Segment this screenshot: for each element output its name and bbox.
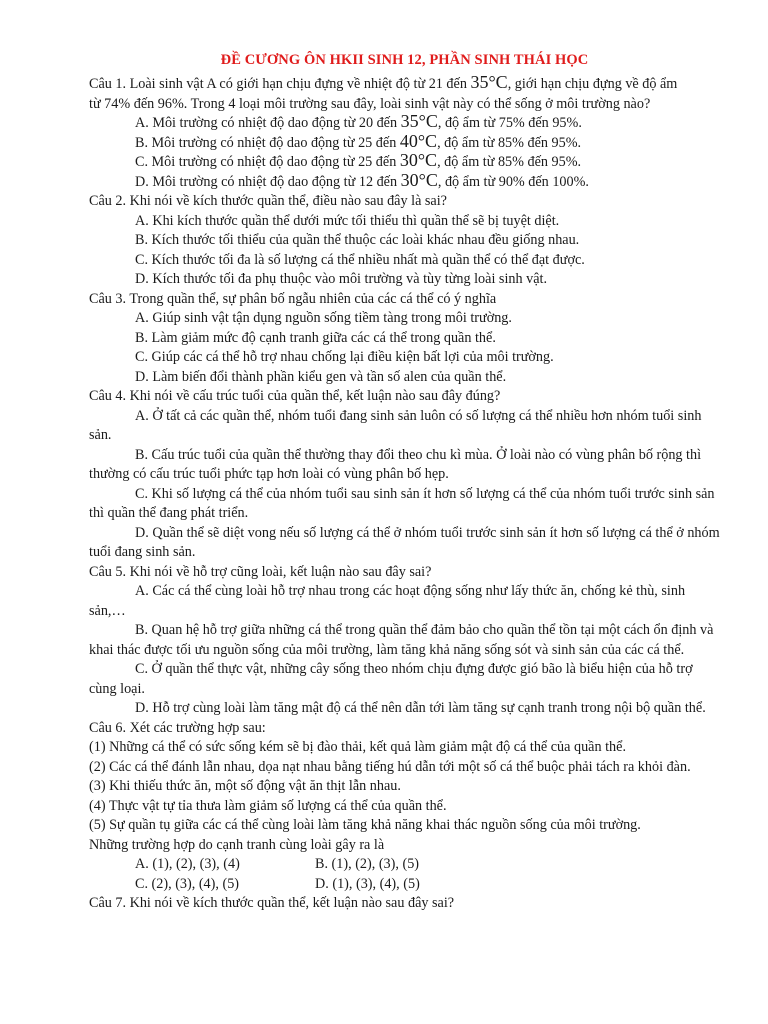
q3-option-b: B. Làm giảm mức độ cạnh tranh giữa các cá thể trong quần thể.	[135, 329, 496, 346]
document-title: ĐỀ CƯƠNG ÔN HKII SINH 12, PHẦN SINH THÁI HỌC	[220, 52, 589, 68]
q1-option-d: D. Môi trường có nhiệt độ dao động từ 12 đến 30°C, độ ẩm từ 90% đến 100%.	[135, 169, 589, 190]
q5-stem: Câu 5. Khi nói về hỗ trợ cũng loài, kết luận nào sau đây sai?	[89, 563, 432, 580]
temperature-value: 35°C	[470, 72, 508, 92]
q3-option-c: C. Giúp các cá thể hỗ trợ nhau chống lại điều kiện bất lợi của môi trường.	[135, 349, 554, 365]
q6-question: Những trường hợp do cạnh tranh cùng loài gây ra là	[89, 836, 385, 853]
q2-option-a: A. Khi kích thước quần thể dưới mức tối thiểu thì quần thể sẽ bị tuyệt diệt.	[135, 212, 560, 229]
q6-case-4: (4) Thực vật tự tỉa thưa làm giảm số lượng cá thể của quần thể.	[89, 797, 447, 814]
q5-option-d: D. Hỗ trợ cùng loài làm tăng mật độ cá thể nên dẫn tới làm tăng sự cạnh tranh trong nội bộ quần thể.	[135, 700, 706, 716]
q2-option-b: B. Kích thước tối thiểu của quần thể thuộc các loài khác nhau đều giống nhau.	[135, 232, 580, 248]
q6-option-d: D. (1), (3), (4), (5)	[315, 875, 420, 892]
q6-case-5: (5) Sự quần tụ giữa các cá thể cùng loài làm tăng khả năng khai thác nguồn sống của môi trường.	[89, 817, 641, 833]
q4-option-c: C. Khi số lượng cá thể của nhóm tuổi sau sinh sản ít hơn số lượng cá thể của nhóm tuổi trước sinh sản thì quần thể đang phát triển.	[89, 485, 715, 521]
q3-stem: Câu 3. Trong quần thể, sự phân bố ngẫu nhiên của các cá thể có ý nghĩa	[89, 290, 497, 307]
q4-option-b: B. Cấu trúc tuổi của quần thể thường thay đổi theo chu kì mùa. Ở loài nào có vùng phân bố rộng thì thường có cấu trúc tuổi phức tạp hơn loài có vùng phân bố hẹp.	[89, 446, 702, 482]
q2-option-c: C. Kích thước tối đa là số lượng cá thể nhiều nhất mà quần thể có thể đạt được.	[135, 251, 585, 268]
q7-stem: Câu 7. Khi nói về kích thước quần thể, kết luận nào sau đây sai?	[89, 895, 455, 911]
q6-option-b: B. (1), (2), (3), (5)	[315, 856, 420, 872]
q2-option-d: D. Kích thước tối đa phụ thuộc vào môi trường và tùy từng loài sinh vật.	[135, 271, 548, 287]
q5-option-a: A. Các cá thể cùng loài hỗ trợ nhau trong các hoạt động sống như lấy thức ăn, chống kẻ thù, sinh sản,…	[89, 583, 686, 619]
q1-stem-line2: từ 74% đến 96%. Trong 4 loại môi trường sau đây, loài sinh vật này có thể sống ở môi trường nào?	[89, 95, 651, 112]
q6-case-3: (3) Khi thiếu thức ăn, một số động vật ăn thịt lẫn nhau.	[89, 778, 401, 794]
q6-options	[89, 855, 720, 894]
q6-case-2: (2) Các cá thể đánh lẫn nhau, dọa nạt nhau bằng tiếng hú dẫn tới một số cá thể buộc phải tách ra khỏi đàn.	[89, 758, 691, 775]
q5-option-b: B. Quan hệ hỗ trợ giữa những cá thể trong quần thể đảm bảo cho quần thể tồn tại một cách ổn định và khai thác được tối ưu nguồn sống của môi trường, làm tăng khả năng sống sót và sinh sản của các cá thể.	[89, 622, 714, 658]
q4-option-a: A. Ở tất cả các quần thể, nhóm tuổi đang sinh sản luôn có số lượng cá thể nhiều hơn nhóm tuổi sinh sản.	[89, 407, 702, 443]
q3-option-d: D. Làm biến đổi thành phần kiểu gen và tần số alen của quần thể.	[135, 368, 507, 385]
q4-stem: Câu 4. Khi nói về cấu trúc tuổi của quần thể, kết luận nào sau đây đúng?	[89, 388, 501, 404]
q3-option-a: A. Giúp sinh vật tận dụng nguồn sống tiềm tàng trong môi trường.	[135, 310, 512, 326]
q6-option-c: C. (2), (3), (4), (5)	[135, 875, 240, 892]
q1-option-b: B. Môi trường có nhiệt độ dao động từ 25 đến 40°C, độ ẩm từ 85% đến 95%.	[135, 130, 582, 151]
q6-case-1: (1) Những cá thể có sức sống kém sẽ bị đào thải, kết quả làm giảm mật độ cá thể của quần thể.	[89, 739, 626, 755]
q1-option-c: C. Môi trường có nhiệt độ dao động từ 25 đến 30°C, độ ẩm từ 85% đến 95%.	[135, 150, 582, 170]
q5-option-c: C. Ở quần thể thực vật, những cây sống theo nhóm chịu đựng được gió bão là biểu hiện của hỗ trợ cùng loại.	[89, 661, 693, 697]
q6-stem: Câu 6. Xét các trường hợp sau:	[89, 719, 266, 736]
q6-option-a: A. (1), (2), (3), (4)	[135, 856, 240, 872]
q4-option-d: D. Quần thể sẽ diệt vong nếu số lượng cá thể ở nhóm tuổi trước sinh sản ít hơn số lượng cá thể ở nhóm tuổi đang sinh sản.	[89, 524, 720, 560]
q1-option-a: A. Môi trường có nhiệt độ dao động từ 20 đến 35°C, độ ẩm từ 75% đến 95%.	[135, 111, 582, 131]
q2-stem: Câu 2. Khi nói về kích thước quần thể, điều nào sau đây là sai?	[89, 193, 447, 209]
q1-stem: Câu 1. Loài sinh vật A có giới hạn chịu đựng về nhiệt độ từ 21 đến 35°C, giới hạn chịu đựng về độ ẩm	[89, 72, 678, 92]
